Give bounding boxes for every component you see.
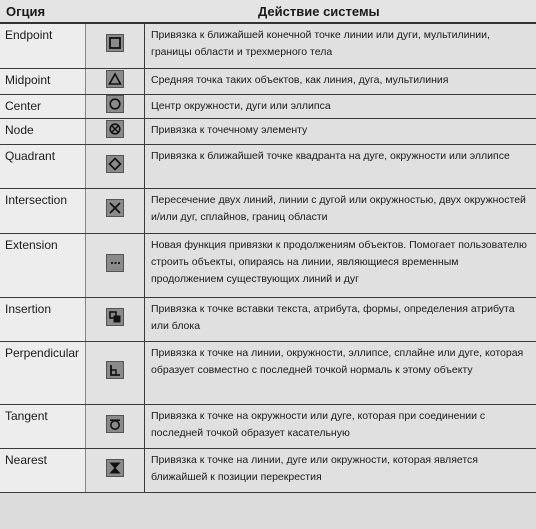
extension-snap-icon: [106, 254, 124, 272]
table-row: [0, 297, 536, 341]
table-header: [0, 0, 536, 24]
table-row: [0, 448, 536, 492]
table-row: [0, 233, 536, 297]
option-name: Extension: [0, 233, 86, 297]
option-action: Привязка к точке вставки текста, атрибута, формы, определения атрибута или блока: [145, 297, 536, 341]
option-action: Центр окружности, дуги или эллипса: [145, 94, 536, 118]
table-row: [0, 94, 536, 118]
option-action: Привязка к точке на окружности или дуге, которая при соединении с последней точкой образует касательную: [145, 404, 536, 448]
option-name: Center: [0, 94, 86, 118]
option-name: Quadrant: [0, 144, 86, 188]
hourglass-snap-icon: [106, 459, 124, 477]
option-name: Endpoint: [0, 24, 86, 68]
option-name: Node: [0, 118, 86, 144]
header-option: Огция: [6, 4, 46, 19]
option-action: Привязка к точке на линии, окружности, эллипсе, сплайне или дуге, которая образует совместно с последней точкой нормаль к этому объекту: [145, 341, 536, 404]
option-name: Nearest: [0, 448, 86, 492]
option-action: Привязка к ближайшей точке квадранта на дуге, окружности или эллипсе: [145, 144, 536, 188]
table-row: [0, 144, 536, 188]
option-action: Привязка к точке на линии, дуге или окружности, которая является ближайшей к позиции перекрестия: [145, 448, 536, 492]
option-action: Привязка к точечному элементу: [145, 118, 536, 144]
triangle-snap-icon: [106, 70, 124, 88]
option-name: Intersection: [0, 188, 86, 233]
table-row: [0, 118, 536, 144]
diamond-snap-icon: [106, 155, 124, 173]
option-action: Пересечение двух линий, линии с дугой или окружностью, двух окружностей и/или дуг, сплайнов, границ области: [145, 188, 536, 233]
header-action: Действие системы: [258, 4, 380, 19]
square-snap-icon: [106, 34, 124, 52]
option-action: Средняя точка таких объектов, как линия, дуга, мультилиния: [145, 68, 536, 94]
option-name: Insertion: [0, 297, 86, 341]
option-action: Привязка к ближайшей конечной точке линии или дуги, мультилинии, границы области и трехмерного тела: [145, 24, 536, 68]
snap-table: [0, 24, 536, 493]
table-row: [0, 188, 536, 233]
table-row: [0, 24, 536, 68]
insertion-snap-icon: [106, 308, 124, 326]
option-name: Midpoint: [0, 68, 86, 94]
perpendicular-snap-icon: [106, 361, 124, 379]
circle-snap-icon: [106, 95, 124, 113]
node-snap-icon: [106, 120, 124, 138]
option-action: Новая функция привязки к продолжениям объектов. Помогает пользователю строить объекты, опираясь на линии, являющиеся временным продолжением существующих линий и дуг: [145, 233, 536, 297]
option-name: Tangent: [0, 404, 86, 448]
cross-snap-icon: [106, 199, 124, 217]
option-name: Perpendicular: [0, 341, 86, 404]
table-row: [0, 68, 536, 94]
table-row: [0, 404, 536, 448]
tangent-snap-icon: [106, 415, 124, 433]
table-row: [0, 341, 536, 404]
